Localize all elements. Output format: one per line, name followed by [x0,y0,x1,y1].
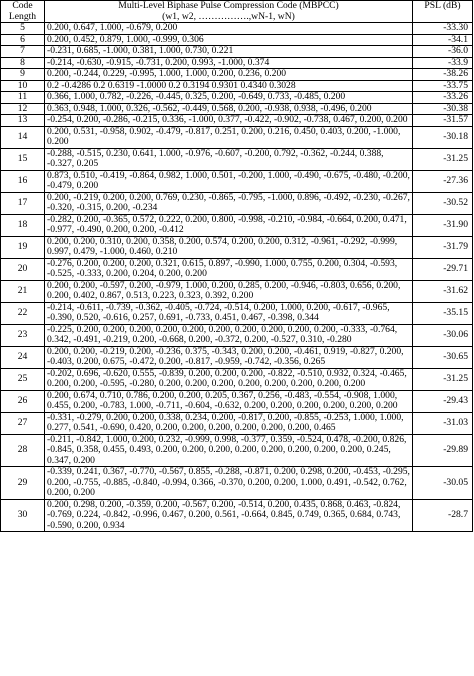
table-row [1,80,473,92]
code-values-cell: 0.200, 0.452, 0.879, 1.000, -0.999, 0.306 [45,34,413,46]
psl-cell: -31.25 [413,368,473,390]
code-values-cell: 0.200, -0.244, 0.229, -0.995, 1.000, 1.000, 0.200, 0.236, 0.200 [45,69,413,81]
code-values-cell: 0.200, -0.219, 0.200, 0.200, 0.769, 0.230, -0.865, -0.795, -1.000, 0.896, -0.492, -0.230, -0.267, -0.320, -0.315, 0.200, -0.234 [45,192,413,214]
psl-cell: -29.89 [413,434,473,467]
psl-cell: -31.79 [413,236,473,258]
code-length-cell: 13 [1,115,45,127]
header-code-length: Code Length [1,1,45,23]
code-values-cell: 0.200, 0.674, 0.710, 0.786, 0.200, 0.200, 0.205, 0.367, 0.256, -0.483, -0.554, -0.908, 1.000, 0.455, 0.200, -0.783, 1.000, -0.711, -0.604, -0.632, 0.200, 0.200, 0.200, 0.200, 0.200, 0.200 [45,390,413,412]
psl-cell: -33.75 [413,80,473,92]
table-row [1,57,473,69]
psl-cell: -27.36 [413,170,473,192]
code-length-cell: 30 [1,499,45,532]
code-values-cell: 0.200, 0.298, 0.200, -0.359, 0.200, -0.567, 0.200, -0.514, 0.200, 0.435, 0.868, 0.463, -0.824, -0.769, 0.224, -0.842, -0.996, 0.467, 0.200, 0.561, -0.664, 0.845, 0.749, 0.365, 0.684, 0.743, -0.590, 0.200, 0.934 [45,499,413,532]
code-length-cell: 10 [1,80,45,92]
code-length-cell: 23 [1,324,45,346]
psl-cell: -30.06 [413,324,473,346]
code-values-cell: 0.363, 0.948, 1.000, 0.326, -0.562, -0.449, 0.568, 0.200, -0.938, 0.938, -0.496, 0.200 [45,103,413,115]
code-values-cell: -0.202, 0.696, -0.620, 0.555, -0.839, 0.200, 0.200, 0.200, -0.822, -0.510, 0.932, 0.324, -0.465, 0.200, 0.200, -0.595, -0.280, 0.200, 0.200, 0.200, 0.200, 0.200, 0.200, 0.200, 0.200 [45,368,413,390]
code-values-cell: -0.276, 0.200, 0.200, 0.200, 0.321, 0.615, 0.897, -0.990, 1.000, 0.755, 0.200, 0.304, -0.593, -0.525, -0.333, 0.200, 0.204, 0.200, 0.200 [45,258,413,280]
code-length-cell: 26 [1,390,45,412]
psl-cell: -31.90 [413,214,473,236]
header-code-title: Multi-Level Biphase Pulse Compression Code (MBPCC) [118,0,339,11]
code-length-cell: 9 [1,69,45,81]
code-values-cell: -0.331, -0.279, 0.200, 0.200, 0.338, 0.234, 0.200, -0.817, 0.200, -0.855, -0.253, 1.000, 1.000, 0.277, 0.541, -0.690, 0.420, 0.200, 0.200, 0.200, 0.200, 0.200, 0.200, 0.465 [45,412,413,434]
psl-cell: -31.62 [413,280,473,302]
table-row [1,390,473,412]
table-row [1,170,473,192]
code-length-cell: 28 [1,434,45,467]
code-values-cell: -0.339, 0.241, 0.367, -0.770, -0.567, 0.855, -0.288, -0.871, 0.200, 0.298, 0.200, -0.453, -0.295, 0.200, -0.755, -0.885, -0.840, -0.994, 0.366, -0.370, 0.200, 0.200, 1.000, 0.491, -0.542, 0.762, 0.200, 0.200 [45,467,413,500]
table-row [1,46,473,58]
table-row [1,499,473,532]
code-values-cell: 0.366, 1.000, 0.782, -0.226, -0.445, 0.325, 0.200, -0.649, 0.733, -0.485, 0.200 [45,92,413,104]
code-values-cell: 0.200, 0.200, 0.310, 0.200, 0.358, 0.200, 0.574, 0.200, 0.200, 0.312, -0.961, -0.292, -0.999, 0.997, 0.479, -1.000, 0.460, 0.210 [45,236,413,258]
psl-cell: -31.03 [413,412,473,434]
table-row [1,92,473,104]
code-length-cell: 6 [1,34,45,46]
header-code-subtitle: (w1, w2, …………….,wN-1, wN) [162,10,295,22]
header-row [1,1,473,23]
psl-cell: -28.7 [413,499,473,532]
table-row [1,302,473,324]
table-row [1,368,473,390]
table-row [1,34,473,46]
table-row [1,148,473,170]
code-values-cell: -0.214, -0.630, -0.915, -0.731, 0.200, 0.993, -1.000, 0.374 [45,57,413,69]
table-body [1,23,473,532]
table-row [1,103,473,115]
code-values-cell: -0.214, -0.611, -0.739, -0.362, -0.405, -0.724, -0.514, 0.200, 1.000, 0.200, -0.617, -0.965, -0.390, 0.520, -0.616, 0.257, 0.691, -0.733, 0.451, 0.467, -0.398, 0.344 [45,302,413,324]
code-length-cell: 18 [1,214,45,236]
table-row [1,214,473,236]
psl-cell: -36.0 [413,46,473,58]
psl-cell: -30.05 [413,467,473,500]
code-length-cell: 17 [1,192,45,214]
code-length-cell: 15 [1,148,45,170]
code-length-cell: 29 [1,467,45,500]
code-length-cell: 16 [1,170,45,192]
psl-cell: -30.18 [413,126,473,148]
code-values-cell: 0.200, 0.647, 1.000, -0.679, 0.200 [45,23,413,35]
table-row [1,236,473,258]
psl-cell: -38.26 [413,69,473,81]
table-row [1,434,473,467]
code-values-cell: -0.282, 0.200, -0.365, 0.572, 0.222, 0.200, 0.800, -0.998, -0.210, -0.984, -0.664, 0.200, 0.471, -0.977, -0.490, 0.200, 0.200, -0.412 [45,214,413,236]
table-row [1,258,473,280]
code-values-cell: -0.231, 0.685, -1.000, 0.381, 1.000, 0.730, 0.221 [45,46,413,58]
code-length-cell: 7 [1,46,45,58]
code-length-cell: 24 [1,346,45,368]
code-values-cell: 0.873, 0.510, -0.419, -0.864, 0.982, 1.000, 0.501, -0.200, 1.000, -0.490, -0.675, -0.480, -0.200, -0.479, 0.200 [45,170,413,192]
table-row [1,192,473,214]
psl-cell: -31.57 [413,115,473,127]
header-psl: PSL (dB) [413,1,473,23]
table-row [1,280,473,302]
header-code [45,1,413,23]
table-row [1,115,473,127]
code-length-cell: 5 [1,23,45,35]
code-values-cell: -0.211, -0.842, 1.000, 0.200, 0.232, -0.999, 0.998, -0.377, 0.359, -0.524, 0.478, -0.200, 0.826, -0.845, 0.358, 0.455, 0.493, 0.200, 0.200, 0.200, 0.200, 0.200, 0.200, 0.200, 0.200, 0.245, 0.347, 0.200 [45,434,413,467]
psl-cell: -35.15 [413,302,473,324]
psl-cell: -34.1 [413,34,473,46]
psl-cell: -30.52 [413,192,473,214]
code-length-cell: 27 [1,412,45,434]
psl-cell: -29.71 [413,258,473,280]
table-row [1,324,473,346]
code-length-cell: 21 [1,280,45,302]
psl-cell: -29.43 [413,390,473,412]
code-values-cell: 0.2 -0.4286 0.2 0.6319 -1.0000 0.2 0.3194 0.9301 0.4340 0.3028 [45,80,413,92]
psl-cell: -30.38 [413,103,473,115]
code-length-cell: 19 [1,236,45,258]
code-length-cell: 11 [1,92,45,104]
code-length-cell: 14 [1,126,45,148]
code-length-cell: 12 [1,103,45,115]
psl-cell: -33.30 [413,23,473,35]
code-length-cell: 22 [1,302,45,324]
code-values-cell: -0.288, -0.515, 0.230, 0.641, 1.000, -0.976, -0.607, -0.200, 0.792, -0.362, -0.244, 0.388, -0.327, 0.205 [45,148,413,170]
code-values-cell: 0.200, 0.200, -0.597, 0.200, -0.979, 1.000, 0.200, 0.285, 0.200, -0.946, -0.803, 0.656, 0.200, 0.200, 0.402, 0.867, 0.513, 0.223, 0.323, 0.392, 0.200 [45,280,413,302]
code-values-cell: -0.225, 0.200, 0.200, 0.200, 0.200, 0.200, 0.200, 0.200, 0.200, 0.200, 0.200, -0.333, -0.764, 0.342, -0.491, -0.219, 0.200, -0.668, 0.200, -0.372, 0.200, -0.527, 0.310, -0.280 [45,324,413,346]
psl-cell: -30.65 [413,346,473,368]
code-values-cell: -0.254, 0.200, -0.286, -0.215, 0.336, -1.000, 0.377, -0.422, -0.902, -0.738, 0.467, 0.200, 0.200 [45,115,413,127]
psl-cell: -33.26 [413,92,473,104]
table-row [1,467,473,500]
table-row [1,346,473,368]
code-length-cell: 25 [1,368,45,390]
table-row [1,23,473,35]
code-length-cell: 8 [1,57,45,69]
table-row [1,126,473,148]
psl-cell: -33.9 [413,57,473,69]
table-row [1,69,473,81]
psl-cell: -31.25 [413,148,473,170]
code-length-cell: 20 [1,258,45,280]
table-row [1,412,473,434]
code-values-cell: 0.200, 0.531, -0.958, 0.902, -0.479, -0.817, 0.251, 0.200, 0.216, 0.450, 0.403, 0.200, -1.000, 0.200 [45,126,413,148]
code-values-cell: 0.200, 0.200, -0.219, 0.200, -0.236, 0.375, -0.343, 0.200, 0.200, -0.461, 0.919, -0.827, 0.200, -0.403, 0.200, 0.675, -0.472, 0.200, -0.817, -0.959, -0.742, -0.356, 0.265 [45,346,413,368]
